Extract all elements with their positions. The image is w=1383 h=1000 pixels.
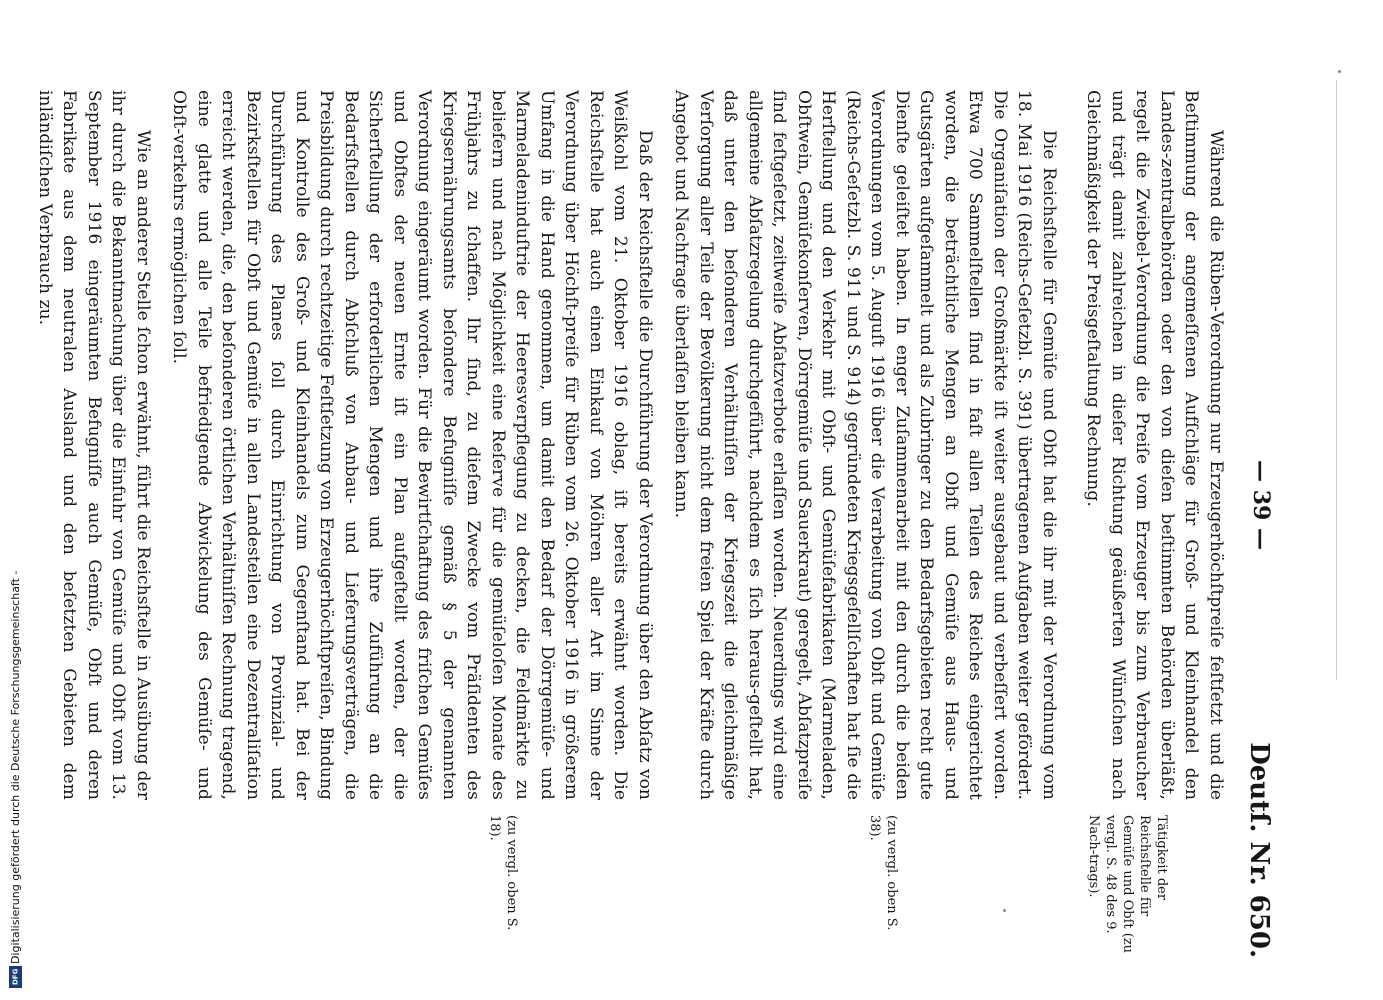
page-header — [1234, 50, 1274, 960]
dfg-logo-icon: DFG — [9, 966, 22, 988]
margin-note: (zu vergl. oben S. 38). — [867, 815, 899, 931]
scan-edge-line — [1336, 80, 1337, 680]
page-body — [21, 90, 1229, 800]
document-reference: Deutſ. Nr. 650. — [1244, 742, 1274, 958]
funding-credit: Digitalisierung gefördert durch die Deutsche Forschungsgemeinschaft - — [9, 570, 22, 964]
paragraph: Die Reichsſtelle für Gemüſe und Obſt hat die ihr mit der Verordnung vom 18. Mai 1916 (Reichs‑Geſetzbl. S. 391) übertragenen Aufgaben weiter gefördert. Die Organiſation der Großmärkte iſt weiter ausgebaut und verbeſſert worden. Etwa 700 Sammelſtellen ſind in faſt allen Teilen des Reiches eingerichtet worden, die beträchtliche Mengen an Obſt und Gemüſe aus Haus‑ und Gutsgärten aufgeſammelt und als Zubringer zu den Bedarfsgebieten recht gute Dienſte geleiſtet haben. In enger Zuſammenarbeit mit den durch die beiden Verordnungen vom 5. Auguſt 1916 über die Verarbeitung von Obſt und Gemüſe (Reichs‑Geſetzbl. S. 911 und S. 914) gegründeten Kriegsgeſellſchaften hat ſie die Herſtellung und den Verkehr mit Obſt‑ und Gemüſefabrikaten (Marmeladen, Obſtwein, Gemüſekonſerven, Dörrgemüſe und Sauerkraut) geregelt, Abſatzpreiſe ſind feſtgeſetzt, zeitweiſe Abſatzverbote erlaſſen worden. Neuerdings wird eine allgemeine Abſatzregelung durchgeführt, nachdem es ſich heraus‑geſtellt hat, daß unter den beſonderen Verhältniſſen der Kriegszeit die gleichmäßige Verſorgung aller Teile der Bevölkerung nicht dem freien Spiel der Kräfte durch Angebot und Nachfrage überlaſſen bleiben kann. — [671, 90, 1059, 800]
margin-note: Tätigkeit der Reichsſtelle für Gemüſe und Obſt (zu vergl. S. 48 des 9. Nach‑trags). — [1086, 815, 1169, 954]
rotated-page-content — [35, 50, 1280, 960]
scan-speck — [1338, 70, 1341, 73]
paragraph: Wie an anderer Stelle ſchon erwähnt, führt die Reichsſtelle in Ausübung der ihr durch die Bekanntmachung über die Einfuhr von Gemüſe und Obſt vom 13. September 1916 eingeräumten Befugniſſe auch Gemüſe, Obſt und deren Fabrikate aus dem neutralen Ausland und den beſetzten Gebieten dem inländiſchen Verbrauch zu. — [35, 90, 153, 800]
margin-note: (zu vergl. oben S. 18). — [487, 815, 519, 931]
paragraph: Daß der Reichsſtelle die Durchführung der Verordnung über den Abſatz von Weißkohl vom 21. Oktober 1916 oblag, iſt bereits erwähnt worden. Die Reichsſtelle hat auch einen Einkauf von Möhren aller Art im Sinne der Verordnung über Höchſt‑preiſe für Rüben vom 26. Oktober 1916 in größerem Umfang in die Hand genommen, um damit den Bedarf der Dörrgemüſe‑ und Marmeladeninduſtrie der Heeresverpflegung zu decken, die Feldmärkte zu beliefern und nach Möglichkeit eine Reſerve für die gemüſeloſen Monate des Frühjahrs zu ſchaffen. Ihr ſind, zu dieſem Zwecke vom Präſidenten des Kriegsernährungsamts beſondere Befugniſſe gemäß § 5 der genannten Verordnung eingeräumt worden. Für die Bewirtſchaftung des friſchen Gemüſes und Obſtes der neuen Ernte iſt ein Plan aufgeſtellt worden, der die Sicherſtellung der erforderlichen Mengen und ihre Zuführung an die Bedarfsſtellen durch Abſchluß von Anbau‑ und Lieferungsverträgen, die Preisbildung durch rechtzeitige Feſtſetzung von Erzeugerhöchſtpreiſen, Bindung und Kontrolle des Groß‑ und Kleinhandels zum Gegenſtand hat. Bei der Durchführung des Planes ſoll durch Einrichtung von Provinzial‑ und Bezirksſtellen für Obſt und Gemüſe in allen Landesteilen eine Dezentraliſation erreicht werden, die, den beſonderen örtlichen Verhältniſſen Rechnung tragend, eine glatte und alle Teile befriedigende Abwickelung des Gemüſe‑ und Obſt‑verkehrs ermöglichen ſoll. — [169, 90, 655, 800]
paragraph: Während die Rüben‑Verordnung nur Erzeugerhöchſtpreiſe feſtſetzt und die Beſtimmung der angemeſſenen Aufſchläge für Groß‑ und Kleinhandel den Landes‑zentralbehörden oder den von dieſen beſtimmten Behörden überläßt, regelt die Zwiebel‑Verordnung die Preiſe vom Erzeuger bis zum Verbraucher und trägt damit zahlreichen in dieſer Richtung geäußerten Wünſchen nach Gleichmäßigkeit der Preisgeſtaltung Rechnung. — [1083, 90, 1226, 800]
digitization-footer — [8, 4, 22, 994]
page-number: — 39 — — [1248, 460, 1274, 550]
